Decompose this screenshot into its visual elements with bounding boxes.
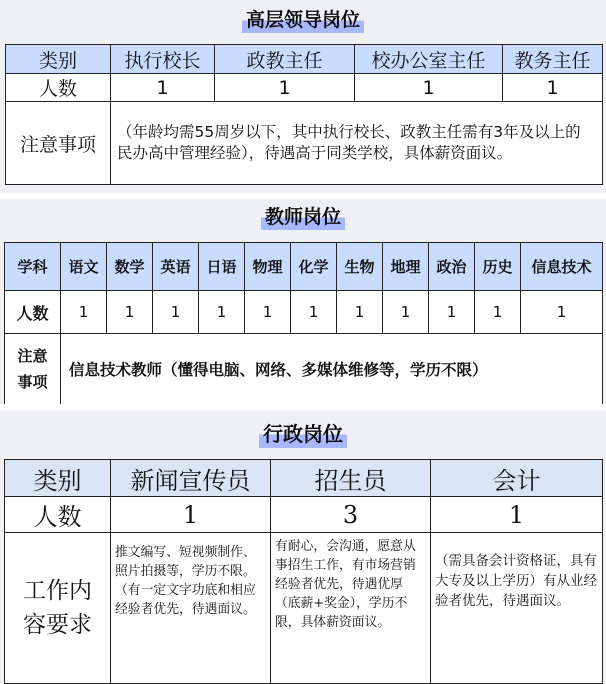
count-cell: 1 <box>215 74 355 102</box>
header-english: 英语 <box>153 243 199 291</box>
note-text: （年龄均需55周岁以下，其中执行校长、政教主任需有3年及以上的民办高中管理经验），待遇高于同类学校，具体薪资面议。 <box>111 102 603 185</box>
header-admissions: 招生员 <box>271 460 431 497</box>
note-label-line1: 注意 <box>17 347 48 365</box>
header-category: 类别 <box>5 460 111 497</box>
count-cell: 1 <box>199 291 245 334</box>
section1-title: 高层领导岗位 <box>0 5 606 33</box>
count-label: 人数 <box>5 497 111 533</box>
count-cell: 1 <box>383 291 429 334</box>
leadership-table <box>5 44 603 185</box>
teacher-table <box>4 242 603 405</box>
header-it: 信息技术 <box>521 243 603 291</box>
requirements-label-line2: 容要求 <box>23 612 92 638</box>
header-geography: 地理 <box>383 243 429 291</box>
note-label-line2: 事项 <box>17 373 48 391</box>
header-political-director: 政教主任 <box>215 45 355 74</box>
header-subject: 学科 <box>5 243 61 291</box>
header-publicity: 新闻宣传员 <box>111 460 271 497</box>
header-category: 类别 <box>6 45 111 74</box>
count-label: 人数 <box>5 291 61 334</box>
count-cell: 1 <box>245 291 291 334</box>
header-academic-director: 教务主任 <box>503 45 603 74</box>
note-label <box>5 334 61 405</box>
count-cell: 1 <box>61 291 107 334</box>
requirement-publicity: 推文编写、短视频制作、照片拍摄等，学历不限。（有一定文字功底和相应经验者优先，待遇面议。 <box>111 533 271 684</box>
header-japanese: 日语 <box>199 243 245 291</box>
note-label: 注意事项 <box>6 102 111 185</box>
header-biology: 生物 <box>337 243 383 291</box>
header-office-director: 校办公室主任 <box>355 45 503 74</box>
section2-title: 教师岗位 <box>0 202 606 230</box>
count-cell: 1 <box>503 74 603 102</box>
requirements-label <box>5 533 111 684</box>
header-chemistry: 化学 <box>291 243 337 291</box>
count-cell: 1 <box>291 291 337 334</box>
requirement-admissions: 有耐心，会沟通，愿意从事招生工作，有市场营销经验者优先，待遇优厚（底薪+奖金），学历不限，具体薪资面议。 <box>271 533 431 684</box>
header-accountant: 会计 <box>431 460 603 497</box>
count-cell: 3 <box>271 497 431 533</box>
count-label: 人数 <box>6 74 111 102</box>
section3-title: 行政岗位 <box>0 418 606 448</box>
header-math: 数学 <box>107 243 153 291</box>
count-cell: 1 <box>107 291 153 334</box>
header-chinese: 语文 <box>61 243 107 291</box>
note-text: 信息技术教师（懂得电脑、网络、多媒体维修等，学历不限） <box>61 334 603 405</box>
count-cell: 1 <box>521 291 603 334</box>
header-exec-principal: 执行校长 <box>111 45 215 74</box>
count-cell: 1 <box>111 497 271 533</box>
count-cell: 1 <box>475 291 521 334</box>
header-history: 历史 <box>475 243 521 291</box>
requirements-label-line1: 工作内 <box>23 578 92 604</box>
count-cell: 1 <box>337 291 383 334</box>
count-cell: 1 <box>111 74 215 102</box>
count-cell: 1 <box>153 291 199 334</box>
count-cell: 1 <box>431 497 603 533</box>
count-cell: 1 <box>355 74 503 102</box>
admin-table <box>4 459 603 684</box>
requirement-accountant: （需具备会计资格证，具有大专及以上学历）有从业经验者优先，待遇面议。 <box>431 533 603 684</box>
count-cell: 1 <box>429 291 475 334</box>
header-politics: 政治 <box>429 243 475 291</box>
header-physics: 物理 <box>245 243 291 291</box>
